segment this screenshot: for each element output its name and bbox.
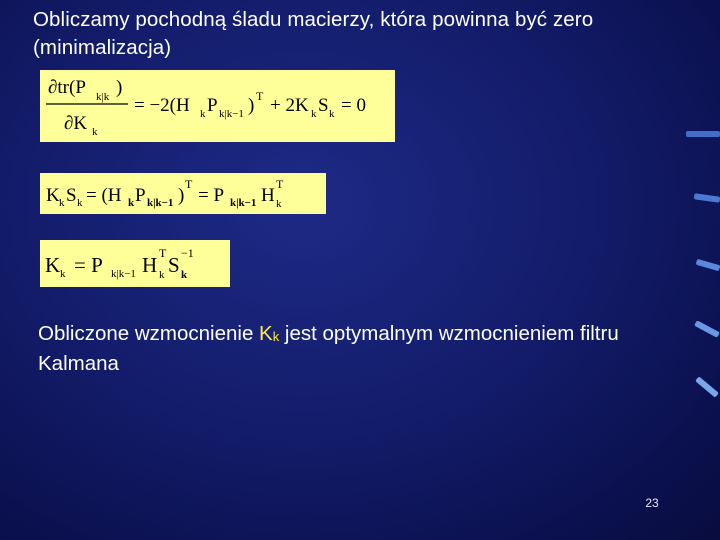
svg-text:H: H [142,253,158,277]
svg-text:k: k [311,108,317,120]
svg-text:P: P [135,185,146,206]
conclusion-text [38,320,698,378]
svg-text:P: P [207,95,218,116]
equation-trace-derivative [40,70,395,142]
conclusion-text-before: Obliczone wzmocnienie [38,322,260,345]
decorative-dash [696,259,720,271]
svg-text:T: T [159,246,167,260]
decorative-dash [694,193,720,203]
svg-text:= P: = P [198,185,225,206]
gain-letter: K [259,322,273,345]
svg-text:k: k [329,108,335,120]
decorative-dash [695,376,719,397]
gain-subscript: k [272,329,280,344]
svg-text:k|k−1: k|k−1 [219,108,244,120]
svg-text:+ 2K: + 2K [270,95,309,116]
svg-text:= (H: = (H [86,185,122,206]
svg-text:H: H [261,185,275,206]
svg-text:k|k−1: k|k−1 [230,197,257,209]
svg-text:): ) [116,77,123,98]
svg-text:T: T [256,89,264,103]
svg-text:K: K [45,253,61,277]
equation-gain-relation [40,173,326,214]
svg-text:k: k [200,108,206,120]
svg-text:k|k: k|k [96,91,110,103]
svg-text:): ) [248,95,255,116]
equation-kalman-gain [40,240,230,287]
svg-text:S: S [318,95,329,116]
svg-text:∂K: ∂K [64,113,88,134]
svg-text:k: k [181,269,188,281]
decorative-dash [686,131,720,137]
gain-symbol [259,322,279,345]
svg-text:T: T [276,177,284,191]
svg-text:∂tr(P: ∂tr(P [48,77,86,98]
svg-text:k: k [92,126,98,138]
svg-text:S: S [66,185,77,206]
svg-text:= P: = P [74,253,103,277]
svg-text:= −2(H: = −2(H [134,95,190,116]
conclusion-text-after: jest optymalnym wzmocnieniem filtru Kalmana [38,322,619,375]
intro-text: Obliczamy pochodną śladu macierzy, która powinna być zero (minimalizacja) [33,8,594,59]
svg-text:K: K [46,185,60,206]
svg-text:−1: −1 [181,246,194,260]
svg-text:k: k [159,269,165,281]
svg-text:k|k−1: k|k−1 [147,197,174,209]
svg-text:k: k [276,198,282,210]
svg-text:): ) [178,185,185,206]
svg-text:S: S [168,253,180,277]
svg-text:T: T [185,177,193,191]
svg-text:k|k−1: k|k−1 [111,268,136,280]
svg-text:k: k [59,197,65,209]
svg-text:k: k [60,268,66,280]
svg-text:k: k [77,197,83,209]
svg-text:= 0: = 0 [341,95,366,116]
page-number: 23 [645,496,659,510]
svg-text:k: k [128,197,135,209]
